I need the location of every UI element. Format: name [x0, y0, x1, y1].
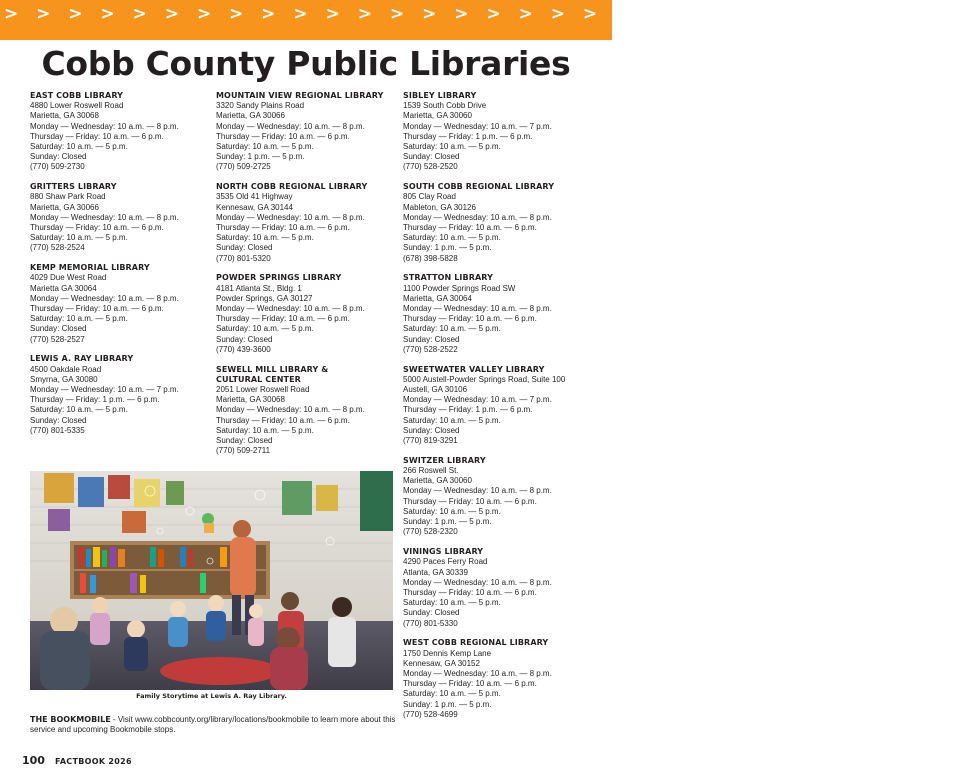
library-hours: Thursday — Friday: 10 a.m. — 6 p.m.: [30, 131, 164, 141]
library-hours: Sunday: 1 p.m. — 5 p.m.: [403, 243, 492, 253]
library-hours: Monday — Wednesday: 10 a.m. — 8 p.m.: [403, 668, 552, 678]
library-hours: Saturday: 10 a.m. — 5 p.m.: [403, 598, 501, 608]
library-hours: Saturday: 10 a.m. — 5 p.m.: [403, 415, 501, 425]
publication-name: FACTBOOK 2026: [54, 757, 132, 766]
library-hours: Saturday: 10 a.m. — 5 p.m.: [216, 142, 314, 152]
library-name: LEWIS A. RAY LIBRARY: [30, 354, 134, 364]
library-entry-north-cobb: [216, 182, 400, 264]
library-hours: Thursday — Friday: 10 a.m. — 6 p.m.: [216, 314, 350, 324]
library-hours: Sunday: 1 p.m. — 5 p.m.: [216, 152, 305, 162]
library-hours: Sunday: Closed: [216, 334, 273, 344]
library-hours: Monday — Wednesday: 10 a.m. — 7 p.m.: [403, 395, 552, 405]
library-phone: (770) 509-2711: [216, 446, 271, 456]
library-name: SOUTH COBB REGIONAL LIBRARY: [403, 182, 555, 192]
library-address: 2051 Lower Roswell Road: [216, 385, 310, 395]
library-hours: Thursday — Friday: 10 a.m. — 6 p.m.: [403, 587, 537, 597]
library-hours: Monday — Wednesday: 10 a.m. — 8 p.m.: [403, 304, 552, 314]
library-phone: (770) 528-2524: [30, 243, 85, 253]
library-hours: Sunday: Closed: [403, 152, 460, 162]
library-address: 4029 Due West Road: [30, 273, 107, 283]
library-city: Smyrna, GA 30080: [30, 374, 98, 384]
library-hours: Monday — Wednesday: 10 a.m. — 7 p.m.: [30, 385, 179, 395]
library-name: SWEETWATER VALLEY LIBRARY: [403, 364, 545, 374]
library-entry-sibley: [403, 91, 603, 173]
library-name: GRITTERS LIBRARY: [30, 182, 117, 192]
library-hours: Sunday: Closed: [403, 425, 460, 435]
library-city: Marietta, GA 30064: [403, 293, 472, 303]
library-name: STRATTON LIBRARY: [403, 273, 493, 283]
library-hours: Sunday: Closed: [30, 324, 87, 334]
library-hours: Saturday: 10 a.m. — 5 p.m.: [403, 506, 501, 516]
library-hours: Saturday: 10 a.m. — 5 p.m.: [216, 425, 314, 435]
page-footer: [22, 749, 132, 768]
library-hours: Monday — Wednesday: 10 a.m. — 7 p.m.: [403, 121, 552, 131]
library-hours: Sunday: Closed: [403, 334, 460, 344]
library-entry-sweetwater-valley: [403, 365, 603, 447]
library-entry-gritters: [30, 182, 210, 253]
library-entry-vinings: [403, 547, 603, 629]
library-address: 266 Roswell St.: [403, 466, 459, 476]
library-name: EAST COBB LIBRARY: [30, 91, 124, 100]
library-city: Marietta, GA 30060: [403, 476, 472, 486]
library-hours: Saturday: 10 a.m. — 5 p.m.: [30, 314, 128, 324]
library-address: 4290 Paces Ferry Road: [403, 557, 488, 567]
library-city: Kennesaw, GA 30152: [403, 658, 480, 668]
library-address: 3320 Sandy Plains Road: [216, 101, 305, 111]
page-number: 100: [22, 754, 45, 767]
library-hours: Thursday — Friday: 10 a.m. — 6 p.m.: [216, 415, 350, 425]
library-address: 5000 Austell-Powder Springs Road, Suite 100: [403, 374, 566, 384]
library-name: CULTURAL CENTER: [216, 374, 301, 384]
library-hours: Monday — Wednesday: 10 a.m. — 8 p.m.: [403, 212, 552, 222]
library-column-3: [403, 91, 603, 730]
library-hours: Monday — Wednesday: 10 a.m. — 8 p.m.: [30, 212, 179, 222]
library-city: Marietta, GA 30066: [216, 111, 285, 121]
library-entry-kemp: [30, 263, 210, 345]
library-hours: Monday — Wednesday: 10 a.m. — 8 p.m.: [403, 486, 552, 496]
library-hours: Sunday: Closed: [30, 152, 87, 162]
library-hours: Monday — Wednesday: 10 a.m. — 8 p.m.: [216, 304, 365, 314]
library-city: Austell, GA 30106: [403, 385, 468, 395]
library-hours: Monday — Wednesday: 10 a.m. — 8 p.m.: [216, 121, 365, 131]
library-name: POWDER SPRINGS LIBRARY: [216, 273, 342, 283]
library-hours: Saturday: 10 a.m. — 5 p.m.: [216, 233, 314, 243]
library-hours: Thursday — Friday: 10 a.m. — 6 p.m.: [30, 304, 164, 314]
bookmobile-text: - Visit www.cobbcounty.org/library/locations/bookmobile to learn more about this service and upcoming Bookmobile stops.: [30, 715, 396, 735]
library-entry-mountain-view: [216, 91, 400, 173]
library-hours: Sunday: 1 p.m. — 5 p.m.: [403, 699, 492, 709]
library-phone: (770) 528-4699: [403, 709, 458, 719]
library-column-2: [216, 91, 400, 466]
library-hours: Saturday: 10 a.m. — 5 p.m.: [216, 324, 314, 334]
library-city: Marietta, GA 30068: [30, 111, 99, 121]
library-hours: Monday — Wednesday: 10 a.m. — 8 p.m.: [30, 293, 179, 303]
library-hours: Thursday — Friday: 10 a.m. — 6 p.m.: [216, 223, 350, 233]
library-hours: Monday — Wednesday: 10 a.m. — 8 p.m.: [216, 405, 365, 415]
library-hours: Monday — Wednesday: 10 a.m. — 8 p.m.: [216, 212, 365, 222]
library-phone: (770) 528-2520: [403, 162, 458, 172]
page-title: Cobb County Public Libraries: [41, 44, 571, 83]
library-city: Marietta, GA 30068: [216, 395, 285, 405]
library-entry-west-cobb: [403, 638, 603, 720]
library-address: 3535 Old 41 Highway: [216, 192, 293, 202]
library-hours: Saturday: 10 a.m. — 5 p.m.: [30, 233, 128, 243]
library-address: 880 Shaw Park Road: [30, 192, 106, 202]
library-hours: Thursday — Friday: 1 p.m. — 6 p.m.: [30, 395, 160, 405]
library-phone: (770) 528-2320: [403, 527, 458, 537]
library-phone: (770) 801-5330: [403, 618, 458, 628]
library-entry-sewell-mill: [216, 365, 400, 457]
photo-caption: Family Storytime at Lewis A. Ray Library.: [136, 692, 287, 700]
library-address: 1750 Dennis Kemp Lane: [403, 648, 492, 658]
library-hours: Thursday — Friday: 10 a.m. — 6 p.m.: [403, 314, 537, 324]
library-name: VININGS LIBRARY: [403, 547, 484, 557]
library-entry-powder-springs: [216, 273, 400, 355]
library-hours: Saturday: 10 a.m. — 5 p.m.: [403, 142, 501, 152]
library-phone: (770) 439-3600: [216, 344, 271, 354]
storytime-photo: [30, 471, 393, 690]
library-city: Mableton, GA 30126: [403, 202, 476, 212]
library-hours: Thursday — Friday: 1 p.m. — 6 p.m.: [403, 131, 533, 141]
bookmobile-label: THE BOOKMOBILE: [30, 715, 111, 724]
library-hours: Sunday: Closed: [216, 243, 273, 253]
library-hours: Monday — Wednesday: 10 a.m. — 8 p.m.: [403, 577, 552, 587]
library-hours: Sunday: Closed: [403, 608, 460, 618]
library-hours: Saturday: 10 a.m. — 5 p.m.: [403, 233, 501, 243]
library-hours: Thursday — Friday: 10 a.m. — 6 p.m.: [403, 223, 537, 233]
library-address: 4500 Oakdale Road: [30, 364, 102, 374]
library-name: NORTH COBB REGIONAL LIBRARY: [216, 182, 368, 192]
library-city: Atlanta, GA 30339: [403, 567, 468, 577]
library-hours: Monday — Wednesday: 10 a.m. — 8 p.m.: [30, 121, 179, 131]
library-address: 4880 Lower Roswell Road: [30, 101, 124, 111]
library-address: 4181 Atlanta St., Bldg. 1: [216, 283, 302, 293]
library-entry-south-cobb: [403, 182, 603, 264]
library-hours: Saturday: 10 a.m. — 5 p.m.: [403, 689, 501, 699]
library-hours: Thursday — Friday: 10 a.m. — 6 p.m.: [216, 131, 350, 141]
library-name: KEMP MEMORIAL LIBRARY: [30, 263, 150, 273]
library-city: Kennesaw, GA 30144: [216, 202, 293, 212]
library-phone: (770) 509-2725: [216, 162, 271, 172]
library-city: Powder Springs, GA 30127: [216, 293, 313, 303]
bookmobile-note: [30, 715, 400, 735]
library-name: SEWELL MILL LIBRARY &: [216, 364, 329, 374]
library-phone: (770) 528-2522: [403, 344, 458, 354]
library-entry-lewis-ray: [30, 354, 210, 436]
library-city: Marietta GA 30064: [30, 283, 97, 293]
library-phone: (678) 398-5828: [403, 253, 458, 263]
library-hours: Saturday: 10 a.m. — 5 p.m.: [403, 324, 501, 334]
library-name: WEST COBB REGIONAL LIBRARY: [403, 638, 549, 648]
library-name: MOUNTAIN VIEW REGIONAL LIBRARY: [216, 91, 384, 100]
library-address: 1539 South Cobb Drive: [403, 101, 487, 111]
library-entry-east-cobb: [30, 91, 210, 173]
library-hours: Sunday: Closed: [30, 415, 87, 425]
library-name: SWITZER LIBRARY: [403, 455, 486, 465]
library-name: SIBLEY LIBRARY: [403, 91, 477, 100]
library-phone: (770) 801-5335: [30, 425, 85, 435]
library-hours: Thursday — Friday: 10 a.m. — 6 p.m.: [403, 679, 537, 689]
library-address: 1100 Powder Springs Road SW: [403, 283, 516, 293]
library-phone: (770) 819-3291: [403, 436, 458, 446]
library-phone: (770) 509-2730: [30, 162, 85, 172]
library-entry-stratton: [403, 273, 603, 355]
library-hours: Sunday: Closed: [216, 436, 273, 446]
library-phone: (770) 801-5320: [216, 253, 271, 263]
top-banner: [0, 0, 957, 40]
library-hours: Thursday — Friday: 10 a.m. — 6 p.m.: [403, 496, 537, 506]
library-entry-switzer: [403, 456, 603, 538]
library-column-1: [30, 91, 210, 446]
library-city: Marietta, GA 30066: [30, 202, 99, 212]
library-address: 805 Clay Road: [403, 192, 456, 202]
library-hours: Sunday: 1 p.m. — 5 p.m.: [403, 517, 492, 527]
library-hours: Saturday: 10 a.m. — 5 p.m.: [30, 142, 128, 152]
library-hours: Saturday: 10 a.m. — 5 p.m.: [30, 405, 128, 415]
library-hours: Thursday — Friday: 1 p.m. — 6 p.m.: [403, 405, 533, 415]
chevron-pattern: > > > > > > > > > > > > > > > > > > > > > > > > > > > > > >: [4, 4, 957, 24]
library-city: Marietta, GA 30060: [403, 111, 472, 121]
library-phone: (770) 528-2527: [30, 334, 85, 344]
library-hours: Thursday — Friday: 10 a.m. — 6 p.m.: [30, 223, 164, 233]
